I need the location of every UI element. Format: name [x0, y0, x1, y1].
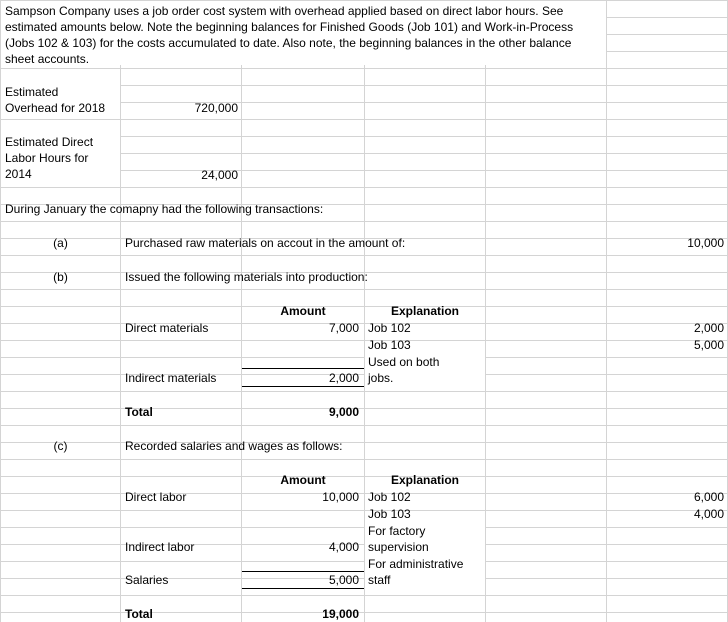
tx-c-letter: (c)	[53, 439, 68, 453]
underline-border	[242, 386, 364, 387]
underline-border	[242, 588, 364, 589]
tx-c-direct-label: Direct labor	[125, 490, 187, 504]
tx-c-job102-value: 6,000	[693, 490, 724, 504]
tx-b-job102-label: Job 102	[368, 321, 411, 335]
tx-b-job102-value: 2,000	[693, 321, 724, 335]
top-border	[242, 571, 364, 572]
tx-b-job103-value: 5,000	[693, 338, 724, 352]
tx-c-indirect-amount: 4,000	[328, 540, 359, 554]
dlh-label-line1: Estimated Direct	[5, 135, 94, 149]
tx-b-indirect-note-line1: Used on both	[368, 355, 440, 369]
dlh-value: 24,000	[201, 168, 238, 182]
top-border	[242, 368, 364, 369]
tx-b-letter: (b)	[53, 270, 68, 284]
tx-a-letter: (a)	[53, 236, 68, 250]
tx-a-description: Purchased raw materials on accout in the amount of:	[125, 236, 406, 250]
grid-line	[485, 0, 486, 622]
overhead-label-line1: Estimated	[5, 85, 59, 99]
tx-c-salaries-note-line2: staff	[368, 573, 391, 587]
tx-c-explanation-header: Explanation	[390, 473, 459, 487]
tx-a-amount: 10,000	[687, 236, 724, 250]
tx-c-salaries-amount: 5,000	[328, 573, 359, 587]
tx-b-amount-header: Amount	[280, 304, 326, 318]
tx-c-job103-value: 4,000	[693, 507, 724, 521]
grid-line	[120, 0, 121, 622]
tx-c-total-amount: 19,000	[322, 607, 359, 621]
tx-b-indirect-note-line2: jobs.	[368, 371, 394, 385]
tx-b-explanation-header: Explanation	[390, 304, 459, 318]
overhead-label-line2: Overhead for 2018	[5, 101, 106, 115]
dlh-label-line2: Labor Hours for	[5, 151, 89, 165]
tx-b-indirect-label: Indirect materials	[125, 371, 217, 385]
tx-b-total-label: Total	[125, 405, 153, 419]
tx-b-total-amount: 9,000	[328, 405, 359, 419]
intro-paragraph: Sampson Company uses a job order cost system with overhead applied based on direct labor hours. See estimated amounts below. Note the beginning balances for Finished Goods (Job 101) and Work-in-Process (Jobs 102 & 103) for the costs accumulated to date. Also note, the beginning balances in the other balance sheet accounts.	[5, 4, 574, 66]
tx-c-job102-label: Job 102	[368, 490, 411, 504]
grid-line	[606, 0, 607, 622]
tx-c-total-label: Total	[125, 607, 153, 621]
tx-b-indirect-amount: 2,000	[328, 371, 359, 385]
tx-c-salaries-label: Salaries	[125, 573, 169, 587]
tx-c-direct-amount: 10,000	[322, 490, 359, 504]
tx-c-amount-header: Amount	[280, 473, 326, 487]
tx-c-salaries-note-line1: For administrative	[368, 557, 464, 571]
tx-b-direct-amount: 7,000	[328, 321, 359, 335]
tx-c-description: Recorded salaries and wages as follows:	[125, 439, 343, 453]
tx-b-job103-label: Job 103	[368, 338, 411, 352]
tx-c-job103-label: Job 103	[368, 507, 411, 521]
dlh-label-line3: 2014	[5, 167, 32, 181]
tx-b-description: Issued the following materials into production:	[125, 270, 368, 284]
tx-c-indirect-note-line2: supervision	[368, 540, 429, 554]
tx-c-indirect-label: Indirect labor	[125, 540, 195, 554]
tx-c-indirect-note-line1: For factory	[368, 524, 426, 538]
transactions-heading: During January the comapny had the following transactions:	[5, 202, 324, 216]
overhead-value: 720,000	[194, 101, 238, 115]
tx-b-direct-label: Direct materials	[125, 321, 209, 335]
